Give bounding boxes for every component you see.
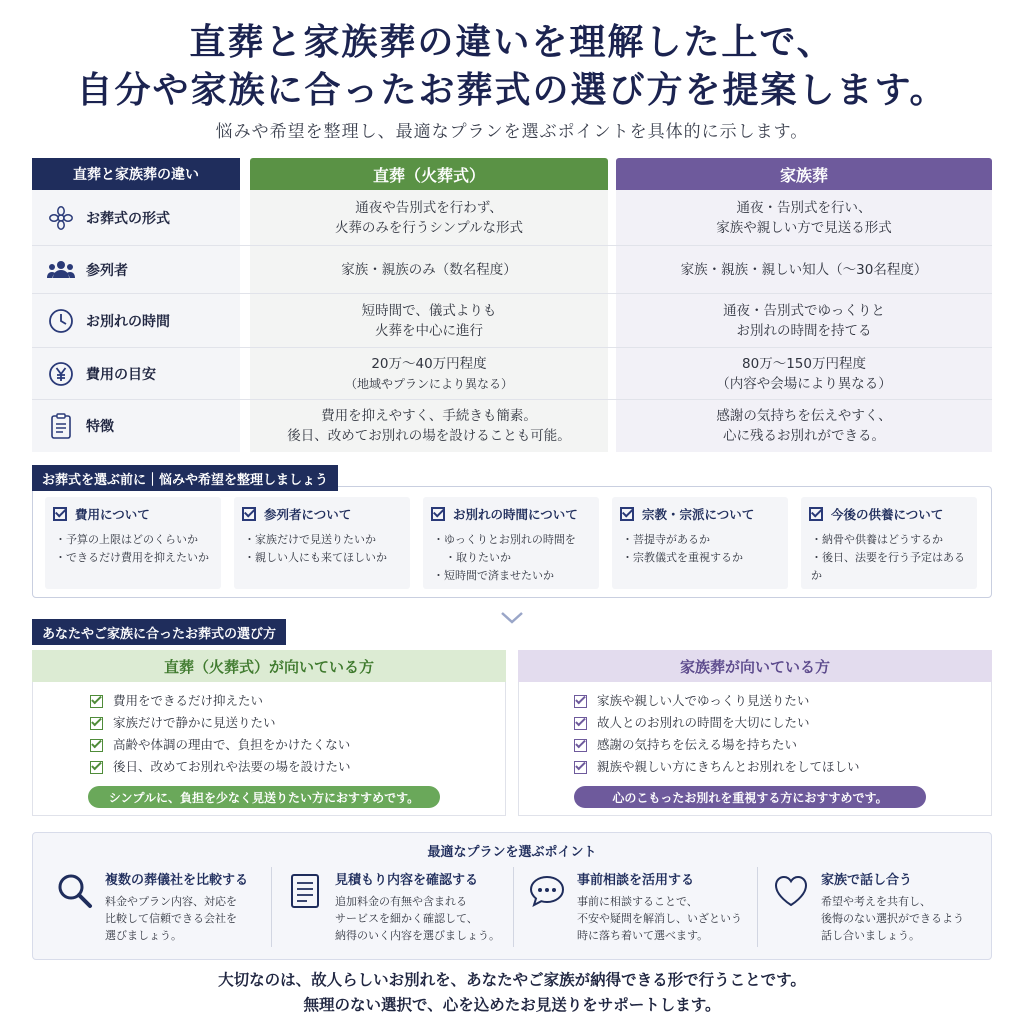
heart-icon (771, 871, 811, 911)
comparison-head-direct: 直葬（火葬式） (250, 158, 608, 190)
chevron-down-icon (500, 606, 524, 630)
check-icon (90, 739, 103, 752)
comparison-row (32, 294, 992, 348)
list-item-continued: ・ 取りたいか (433, 549, 593, 567)
concerns-box (32, 486, 992, 598)
recommend-tag: あなたやご家族に合ったお葬式の選び方 (32, 619, 286, 645)
family-cell: 通夜・告別式を行い、 家族や親しい方で見送る形式 (716, 199, 892, 236)
comparison-head-family: 家族葬 (616, 158, 992, 190)
checkbox-icon (431, 507, 445, 521)
point-item: 事前相談を活用する 事前に相談することで、 不安や疑問を解消し、いざという 時に落ち着いて選べます。 (527, 867, 757, 953)
concern-card: 参列者について ・ 家族だけで見送りたいか ・ 親しい人にも来てほしいか (234, 497, 410, 589)
list-item: ・ 後日、法要を行う予定はあるか (811, 549, 971, 585)
check-icon (574, 761, 587, 774)
clipboard-icon (46, 411, 76, 441)
comparison-row (32, 190, 992, 246)
family-recommend-pill: 心のこもったお別れを重視する方におすすめです。 (574, 786, 926, 808)
points-box (32, 832, 992, 960)
check-icon (574, 695, 587, 708)
direct-recommend-pill: シンプルに、負担を少なく見送りたい方におすすめです。 (88, 786, 440, 808)
list-item: 費用をできるだけ抑えたい (90, 690, 351, 712)
family-cell: 感謝の気持ちを伝えやすく、 心に残るお別れができる。 (716, 408, 892, 444)
yen-icon (46, 359, 76, 389)
footer-line1: 大切なのは、故人らしいお別れを、あなたやご家族が納得できる形で行うことです。 (218, 971, 806, 989)
direct-recommend-title: 直葬（火葬式）が向いている方 (32, 650, 506, 682)
concern-card: お別れの時間について ・ ゆっくりとお別れの時間を ・ 取りたいか ・ 短時間で済ませたいか (423, 497, 599, 589)
concern-card: 宗教・宗派について ・ 菩提寺があるか ・ 宗教儀式を重視するか (612, 497, 788, 589)
check-icon (90, 695, 103, 708)
direct-cell: 短時間で、儀式よりも 火葬を中心に進行 (361, 302, 497, 339)
document-icon (285, 871, 325, 911)
footer-line2: 無理のない選択で、心を込めたお見送りをサポートします。 (303, 996, 721, 1014)
comparison-row (32, 348, 992, 400)
people-icon (46, 255, 76, 285)
comparison-row (32, 246, 992, 294)
list-item: ・ 家族だけで見送りたいか (244, 531, 404, 549)
list-item: ・ 予算の上限はどのくらいか (55, 531, 215, 549)
list-item: 故人とのお別れの時間を大切にしたい (574, 712, 860, 734)
comparison-head-label: 直葬と家族葬の違い (32, 158, 240, 190)
direct-recommend-panel (32, 650, 506, 816)
list-item: ・ ゆっくりとお別れの時間を (433, 531, 593, 549)
direct-cell: 20万～40万円程度 （地域やプランにより異なる） (344, 355, 513, 391)
point-item: 見積もり内容を確認する 追加料金の有無や含まれる サービスを細かく確認して、 納得のいく内容を選びましょう。 (285, 867, 515, 953)
check-icon (574, 717, 587, 730)
list-item: 家族だけで静かに見送りたい (90, 712, 351, 734)
list-item: 感謝の気持ちを伝える場を持ちたい (574, 734, 860, 756)
list-item: 家族や親しい人でゆっくり見送りたい (574, 690, 860, 712)
direct-cell: 通夜や告別式を行わず、 火葬のみを行うシンプルな形式 (334, 199, 524, 236)
checkbox-icon (242, 507, 256, 521)
point-item: 複数の葬儀社を比較する 料金やプラン内容、対応を 比較して信頼できる会社を 選びましょう。 (55, 867, 275, 953)
check-icon (90, 761, 103, 774)
direct-cell: 費用を抑えやすく、手続きも簡素。 後日、改めてお別れの場を設けることも可能。 (287, 408, 571, 444)
clock-icon (46, 306, 76, 336)
check-icon (574, 739, 587, 752)
list-item: 後日、改めてお別れや法要の場を設けたい (90, 756, 351, 778)
point-item: 家族で話し合う 希望や考えを共有し、 後悔のない選択ができるよう 話し合いましょう。 (771, 867, 981, 953)
points-title: 最適なプランを選ぶポイント (427, 845, 597, 860)
list-item: 高齢や体調の理由で、負担をかけたくない (90, 734, 351, 756)
row-label: お別れの時間 (46, 294, 170, 347)
family-cell: 家族・親族・親しい知人（～30名程度） (680, 261, 928, 278)
checkbox-icon (809, 507, 823, 521)
concerns-tag: お葬式を選ぶ前に｜悩みや希望を整理しましょう (32, 465, 338, 491)
list-item: ・ 宗教儀式を重視するか (622, 549, 782, 567)
family-recommend-title: 家族葬が向いている方 (518, 650, 992, 682)
row-label: 参列者 (46, 246, 128, 293)
direct-cell: 家族・親族のみ（数名程度） (341, 261, 517, 278)
concern-card: 今後の供養について ・ 納骨や供養はどうするか ・ 後日、法要を行う予定はあるか (801, 497, 977, 589)
family-recommend-panel (518, 650, 992, 816)
page-title-line1: 直葬と家族葬の違いを理解した上で、 (189, 21, 835, 63)
family-cell: 通夜・告別式でゆっくりと お別れの時間を持てる (723, 302, 885, 339)
page-subtitle: 悩みや希望を整理し、最適なプランを選ぶポイントを具体的に示します。 (215, 122, 809, 142)
comparison-table (32, 158, 992, 452)
checkbox-icon (53, 507, 67, 521)
list-item: 親族や親しい方にきちんとお別れをしてほしい (574, 756, 860, 778)
concern-card: 費用について ・ 予算の上限はどのくらいか ・ できるだけ費用を抑えたいか (45, 497, 221, 589)
list-item: ・ 短時間で済ませたいか (433, 567, 593, 585)
list-item: ・ 菩提寺があるか (622, 531, 782, 549)
comparison-row (32, 400, 992, 452)
list-item: ・ 親しい人にも来てほしいか (244, 549, 404, 567)
list-item: ・ 納骨や供養はどうするか (811, 531, 971, 549)
list-item: ・ できるだけ費用を抑えたいか (55, 549, 215, 567)
flower-icon (46, 203, 76, 233)
family-cell: 80万～150万円程度 （内容や会場により異なる） (716, 355, 892, 392)
chat-icon (527, 871, 567, 911)
search-icon (55, 871, 95, 911)
row-label: 特徴 (46, 400, 114, 452)
row-label: 費用の目安 (46, 348, 156, 399)
checkbox-icon (620, 507, 634, 521)
check-icon (90, 717, 103, 730)
row-label: お葬式の形式 (46, 190, 170, 245)
page-title-line2: 自分や家族に合ったお葬式の選び方を提案します。 (76, 69, 948, 111)
